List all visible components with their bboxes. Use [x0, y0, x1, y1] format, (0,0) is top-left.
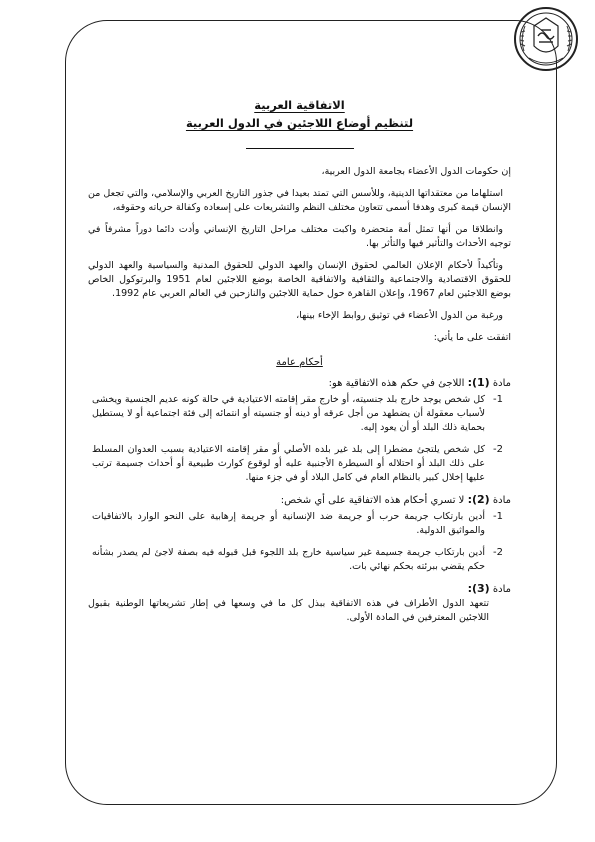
- item-number: 2-: [493, 547, 503, 558]
- title-block: [88, 96, 511, 149]
- item-number: 1-: [493, 511, 503, 522]
- article-text: تتعهد الدول الأطراف في هذه الاتفاقية ببذل كل ما في وسعها في إطار تشريعاتها الوطنية بقبول اللاجئين المعترفين في المادة الأولى.: [88, 598, 489, 623]
- article-intro: لا تسري أحكام هذه الاتفاقية على أي شخص:: [280, 495, 465, 506]
- item-text: كل شخص يلتجئ مضطرا إلى بلد غير بلده الأصلي أو مقر إقامته الاعتيادية بسبب العدوان المسلط على ذلك البلد أو احتلاله أو السيطرة الأجنبية عليه أو لوقوع كوارث طبيعية أو أحداث جسيمة ترتب عليها إخلال كبير بالنظام العام في كامل البلاد أو في جزء منها.: [92, 444, 485, 483]
- preamble-paragraph: إن حكومات الدول الأعضاء بجامعة الدول العربية،: [321, 166, 511, 177]
- preamble-paragraph: وانطلاقا من أنها تمثل أمة متحضرة واكبت مختلف مراحل التاريخ الإنساني وأدت دائما دوراً مشرفاً في توجيه الأحداث والتأثير فيها والتأثر بها.: [88, 224, 511, 249]
- list-item: [88, 443, 511, 485]
- article-1: [88, 376, 511, 485]
- arab-league-emblem-icon: [511, 6, 581, 72]
- document-title: الاتفاقية العربية: [254, 98, 345, 112]
- article-label: مادة: [492, 584, 511, 595]
- article-label: مادة: [492, 495, 511, 506]
- item-text: أدين بارتكاب جريمة جسيمة غير سياسية خارج بلد اللجوء قبل قبوله فيه بصفة لاجئ لم يصدر بشأنه حكم يقضي ببرئته بحكم نهائي بات.: [92, 547, 485, 572]
- item-number: 1-: [493, 394, 503, 405]
- list-item: [88, 510, 511, 538]
- article-intro: اللاجئ في حكم هذه الاتفاقية هو:: [328, 378, 465, 389]
- item-text: أدين بارتكاب جريمة حرب أو جريمة ضد الإنسانية أو جريمة إرهابية على النحو الوارد بالاتفاقيات والمواثيق الدولية.: [92, 511, 485, 536]
- item-number: 2-: [493, 444, 503, 455]
- article-3: [88, 582, 511, 625]
- preamble-paragraph: وتأكيداً لأحكام الإعلان العالمي لحقوق الإنسان والعهد الدولي للحقوق المدنية والسياسية والعهد الدولي للحقوق الاقتصادية والاجتماعية والثقافية والاتفاقية الخاصة بوضع اللاجئين لعام 1951 والبرتوكول الخاص بوضع اللاجئين لعام 1967، وإعلان القاهرة حول حماية اللاجئين والنازحين في العالم العربي عام 1992.: [88, 260, 511, 299]
- section-heading: أحكام عامة: [276, 357, 323, 368]
- list-item: [88, 393, 511, 435]
- article-number: (1):: [467, 376, 490, 389]
- item-text: كل شخص يوجد خارج بلد جنسيته، أو خارج مقر إقامته الاعتيادية في حالة كونه عديم الجنسية ويخشى لأسباب معقولة أن يضطهد من أجل عرقه أو دينه أو جنسيته أو انتمائه إلى فئة اجتماعية أو لا يستطيل بحماية ذلك البلد أو أن يعود إليه.: [92, 394, 485, 433]
- article-2: [88, 493, 511, 574]
- preamble-paragraph: ورغبة من الدول الأعضاء في توثيق روابط الإخاء بينها،: [296, 310, 503, 321]
- document-body: [88, 96, 511, 625]
- article-number: (3):: [467, 582, 490, 595]
- article-heading: [88, 493, 511, 508]
- agreement-clause: اتفقت على ما يأتي:: [433, 332, 511, 343]
- article-label: مادة: [492, 378, 511, 389]
- document-subtitle: لتنظيم أوضاع اللاجئين في الدول العربية: [185, 116, 414, 130]
- article-heading: [88, 376, 511, 391]
- list-item: [88, 546, 511, 574]
- preamble-paragraph: استلهاما من معتقداتها الدينية، وللأسس التي تمتد بعيدا في جذور التاريخ العربي والإسلامي، والتي تجعل من الإنسان قيمة كبرى وهدفا أسمى تتعاون مختلف النظم والتشريعات على إسعاده وكفالة حرياته وحقوقه،: [88, 188, 511, 213]
- article-number: (2):: [467, 493, 490, 506]
- title-divider: [246, 148, 354, 149]
- article-heading: [88, 582, 511, 597]
